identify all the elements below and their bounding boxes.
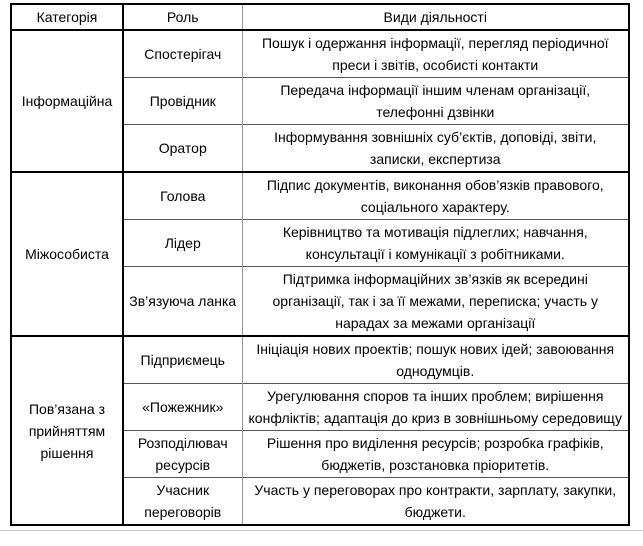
page-bottom-rule: [0, 530, 643, 531]
activities-cell: Підтримка інформаційних зв’язків як всередині організації, так і за її межами, переписка; участь у нарадах за межами організації: [242, 267, 629, 337]
role-cell: Лідер: [123, 220, 242, 267]
activities-cell: Участь у переговорах про контракти, зарплату, закупки, бюджети.: [242, 478, 629, 526]
role-cell: Зв’язуюча ланка: [123, 267, 242, 337]
role-cell: Учасник переговорів: [123, 478, 242, 526]
category-cell: Пов’язана з прийняттям рішення: [11, 336, 123, 525]
role-cell: Підприємець: [123, 336, 242, 384]
table-body: [11, 30, 629, 525]
activities-cell: Передача інформації іншим членам організації, телефонні дзвінки: [242, 78, 629, 125]
category-cell: Міжособиста: [11, 172, 123, 336]
role-cell: Провідник: [123, 78, 242, 125]
activities-cell: Пошук і одержання інформації, перегляд періодичної преси і звітів, особисті контакти: [242, 30, 629, 78]
managerial-roles-table: [10, 3, 630, 526]
activities-cell: Урегулювання споров та інших проблем; вирішення конфліктів; адаптація до криз в зовнішньому середовищу: [242, 384, 629, 431]
column-header-activities: Види діяльності: [242, 4, 629, 30]
role-cell: Розподілювач ресурсів: [123, 431, 242, 478]
activities-cell: Керівництво та мотивація підлеглих; навчання, консультації і комунікації з робітниками.: [242, 220, 629, 267]
activities-cell: Рішення про виділення ресурсів; розробка графіків, бюджетів, розстановка пріоритетів.: [242, 431, 629, 478]
role-cell: «Пожежник»: [123, 384, 242, 431]
table-row: [11, 336, 629, 384]
header-row: [11, 4, 629, 30]
activities-cell: Інформування зовнішніх суб’єктів, доповіді, звіти, записки, експертиза: [242, 125, 629, 173]
role-cell: Оратор: [123, 125, 242, 173]
role-cell: Голова: [123, 172, 242, 220]
role-cell: Спостерігач: [123, 30, 242, 78]
table-row: [11, 172, 629, 220]
column-header-category: Категорія: [11, 4, 123, 30]
activities-cell: Ініціація нових проектів; пошук нових ідей; завоювання однодумців.: [242, 336, 629, 384]
activities-cell: Підпис документів, виконання обов’язків правового, соціального характеру.: [242, 172, 629, 220]
table-row: [11, 30, 629, 78]
category-cell: Інформаційна: [11, 30, 123, 172]
column-header-role: Роль: [123, 4, 242, 30]
table-header: [11, 4, 629, 30]
